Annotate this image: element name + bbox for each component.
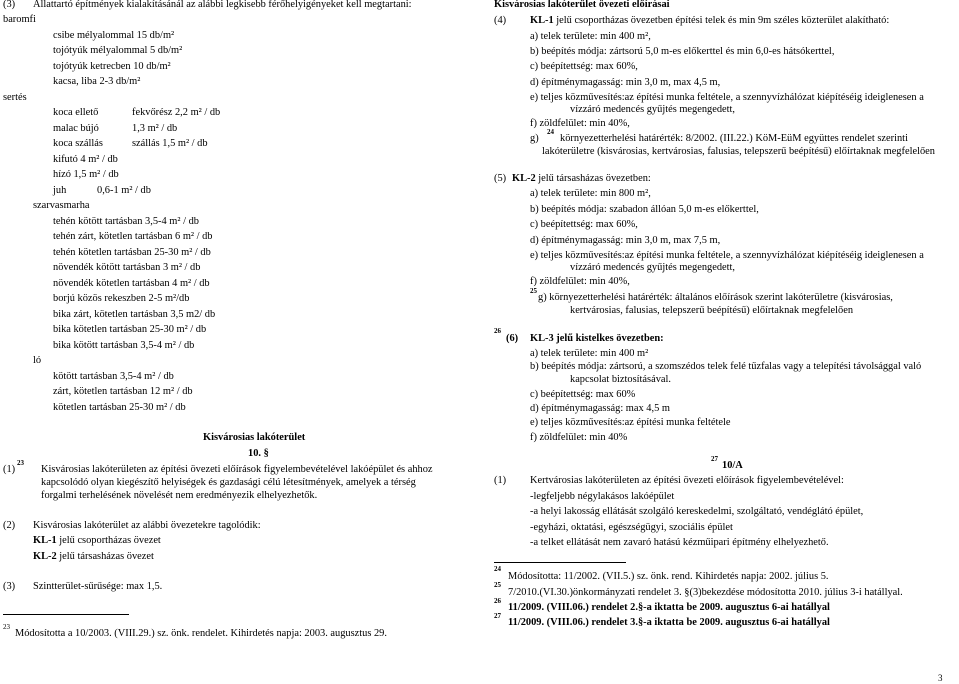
list-item: tehén zárt, kötetlen tartásban 6 m² / db	[53, 231, 213, 242]
list-item-value: fekvőrész 2,2 m² / db	[132, 107, 221, 118]
paragraph-number: (3)	[3, 0, 16, 10]
rule-item: vízzáró medencés gyűjtés megengedett,	[570, 104, 736, 115]
rule-item: d) építménymagasság: min 3,0 m, max 4,5 m,	[530, 77, 721, 88]
rule-item: g) környezetterhelési határérték: általános előírások szerint lakóterületre (kisvárosias,	[538, 292, 893, 303]
footnote-divider	[494, 562, 626, 563]
footnote-ref: 25	[494, 581, 501, 589]
list-item-value: 0,6-1 m² / db	[97, 185, 151, 196]
list-item: növendék kötött tartásban 3 m² / db	[53, 262, 201, 273]
zone-code: KL-2	[512, 173, 536, 184]
paragraph-text	[512, 174, 651, 184]
category-label: szarvasmarha	[33, 200, 90, 211]
list-item: csibe mélyalommal 15 db/m²	[53, 30, 175, 41]
footnote-ref: 26	[494, 327, 501, 335]
footnote-text: 7/2010.(VI.30.)önkormányzati rendelet 3. §(3)bekezdése módosította 2010. július 3-i hatállyal.	[508, 587, 903, 598]
list-item: hízó 1,5 m² / db	[53, 169, 119, 180]
category-label: sertés	[3, 92, 27, 103]
rule-item: c) beépítettség: max 60%,	[530, 219, 638, 230]
list-item: tojótyúk ketrecben 10 db/m²	[53, 61, 171, 72]
rule-item: b) beépítés módja: zártsorú, a szomszédos telek felé tűzfalas vagy a telepítési távolsággal való	[530, 361, 922, 372]
list-item: bika kötött tartásban 3,5-4 m² / db	[53, 340, 195, 351]
rule-item: a) telek területe: min 400 m²,	[530, 31, 651, 42]
list-item: tojótyúk mélyalommal 5 db/m²	[53, 45, 183, 56]
paragraph-text: kapcsolódó olyan kiegészítő helyiségek és gazdasági célú létesítmények, amelyek a térség	[41, 477, 416, 488]
paragraph-text: Kisvárosias lakóterületen az építési övezeti előírások figyelembevételével lakóépület és ahhoz	[41, 464, 433, 475]
paragraph-text: Kisvárosias lakóterület az alábbi övezetekre tagolódik:	[33, 520, 261, 531]
section-number: 10/A	[722, 460, 743, 471]
zone-code: KL-2	[33, 551, 57, 562]
footnote-ref: 23	[17, 459, 24, 467]
zone-text: jelű társasházas övezet	[56, 551, 154, 562]
paragraph-text	[530, 16, 889, 26]
list-item: tehén kötetlen tartásban 25-30 m² / db	[53, 247, 211, 258]
footnote-text: Módosította: 11/2002. (VII.5.) sz. önk. rend. Kihirdetés napja: 2002. július 5.	[508, 571, 829, 582]
list-item: kötetlen tartásban 25-30 m² / db	[53, 402, 186, 413]
section-number: 10. §	[248, 448, 269, 459]
list-item: kötött tartásban 3,5-4 m² / db	[53, 371, 174, 382]
list-item: borjú közös rekeszben 2-5 m²/db	[53, 293, 190, 304]
rule-item: d) építménymagasság: max 4,5 m	[530, 403, 670, 414]
list-item-value: szállás 1,5 m² / db	[132, 138, 208, 149]
paragraph-text: Állattartó építmények kialakításánál az alábbi legkisebb férőhelyigényeket kell megtartani:	[33, 0, 412, 10]
list-item: kifutó 4 m² / db	[53, 154, 118, 165]
paragraph-text: forgalmi terhelésének növelését nem eredményezik elhelyezhetők.	[41, 490, 318, 501]
footnote-text: 11/2009. (VIII.06.) rendelet 2.§-a iktatta be 2009. augusztus 6-ai hatállyal	[508, 602, 830, 613]
rule-item: a) telek területe: min 800 m²,	[530, 188, 651, 199]
zone-text: jelű társasházas övezetben:	[535, 173, 651, 184]
paragraph-number: (4)	[494, 15, 507, 26]
rule-item: f) zöldfelület: min 40%	[530, 432, 628, 443]
list-item: növendék kötetlen tartásban 4 m² / db	[53, 278, 210, 289]
section-title: Kisvárosias lakóterület övezeti előírásai	[494, 0, 670, 10]
footnote-text: 11/2009. (VIII.06.) rendelet 3.§-a iktatta be 2009. augusztus 6-ai hatállyal	[508, 617, 830, 628]
paragraph-number: (6)	[506, 333, 519, 344]
rule-item: környezetterhelési határérték: 8/2002. (III.22.) KöM-EüM együttes rendelet szerinti	[560, 133, 908, 144]
paragraph-text: Kertvárosias lakóterületen az építési övezeti előírások figyelembevételével:	[530, 475, 844, 486]
rule-item: c) beépítettség: max 60%,	[530, 61, 638, 72]
paragraph-number: (2)	[3, 520, 16, 531]
footnote-ref: 26	[494, 597, 501, 605]
footnote-text: Módosította a 10/2003. (VIII.29.) sz. önk. rendelet. Kihirdetés napja: 2003. augusztus 29.	[15, 628, 387, 639]
footnote-ref: 25	[530, 287, 537, 295]
rule-item: b) beépítés módja: zártsorú 5,0 m-es előkerttel és min 6,0-es hátsókerttel,	[530, 46, 835, 57]
list-item: kacsa, liba 2-3 db/m²	[53, 76, 141, 87]
rule-item: b) beépítés módja: szabadon állóan 5,0 m-es előkerttel,	[530, 204, 759, 215]
rule-item-label: g)	[530, 133, 539, 144]
paragraph-heading: KL-3 jelű kistelkes övezetben:	[530, 333, 664, 344]
list-item: tehén kötött tartásban 3,5-4 m² / db	[53, 216, 199, 227]
list-item: bika zárt, kötetlen tartásban 3,5 m2/ db	[53, 309, 216, 320]
page-number: 3	[938, 673, 943, 683]
rule-item: d) építménymagasság: min 3,0 m, max 7,5 m,	[530, 235, 721, 246]
rule-item: e) teljes közművesítés:az építési munka feltétele, a szennyvízhálózat kiépítéséig ideiglenesen a	[530, 250, 924, 261]
zone-text: jelű csoportházas övezet	[56, 535, 161, 546]
list-item: -a telket ellátását nem zavaró hatású kézműipari építmény elhelyezhető.	[530, 537, 829, 548]
list-item: -egyházi, oktatási, egészségügyi, szociális épület	[530, 522, 733, 533]
zone-item	[33, 536, 161, 546]
paragraph-number: (5)	[494, 173, 507, 184]
list-item: koca szállás	[53, 138, 103, 149]
list-item: juh	[53, 185, 67, 196]
zone-text: jelű csoportházas övezetben építési telek és min 9m széles közterület alakítható:	[553, 15, 890, 26]
rule-item: kapcsolat biztosításával.	[570, 374, 671, 385]
rule-item: kertvárosias, falusias, telepszerű beépítésű) előírtaknak megfelelően	[570, 305, 854, 316]
list-item: -a helyi lakosság ellátását szolgáló kereskedelmi, szolgáltató, vendéglátó épület,	[530, 506, 864, 517]
rule-item: vízzáró medencés gyűjtés megengedett,	[570, 262, 736, 273]
footnote-ref: 27	[494, 612, 501, 620]
list-item: malac bújó	[53, 123, 99, 134]
rule-item: lakóterületre (kisvárosias, kertvárosias, falusias, telepszerű beépítésű) előírtaknak megfelelően	[542, 146, 935, 157]
zone-item	[33, 552, 154, 562]
paragraph-number: (1)	[3, 464, 16, 475]
rule-item: f) zöldfelület: min 40%,	[530, 276, 630, 287]
list-item: bika kötetlen tartásban 25-30 m² / db	[53, 324, 207, 335]
footnote-divider	[3, 614, 129, 615]
zone-code: KL-1	[530, 15, 554, 26]
category-label: baromfi	[3, 14, 36, 25]
footnote-ref: 27	[711, 455, 718, 463]
list-item: zárt, kötetlen tartásban 12 m² / db	[53, 386, 193, 397]
footnote-ref: 24	[547, 128, 554, 136]
paragraph-number: (1)	[494, 475, 507, 486]
footnote-ref: 24	[494, 565, 501, 573]
paragraph-number: (3)	[3, 581, 16, 592]
list-item: koca ellető	[53, 107, 99, 118]
rule-item: f) zöldfelület: min 40%,	[530, 118, 630, 129]
zone-code: KL-1	[33, 535, 57, 546]
list-item: -legfeljebb négylakásos lakóépület	[530, 491, 675, 502]
rule-item: e) teljes közművesítés:az építési munka feltétele, a szennyvízhálózat kiépítéséig ideiglenesen a	[530, 92, 924, 103]
rule-item: e) teljes közművesítés:az építési munka feltétele	[530, 417, 731, 428]
footnote-ref: 23	[3, 623, 10, 631]
rule-item: a) telek területe: min 400 m²	[530, 348, 649, 359]
list-item-value: 1,3 m² / db	[132, 123, 178, 134]
paragraph-text: Szintterület-sűrűsége: max 1,5.	[33, 581, 163, 592]
category-label: ló	[33, 355, 42, 366]
rule-item: c) beépítettség: max 60%	[530, 389, 636, 400]
section-heading: Kisvárosias lakóterület	[203, 432, 306, 443]
